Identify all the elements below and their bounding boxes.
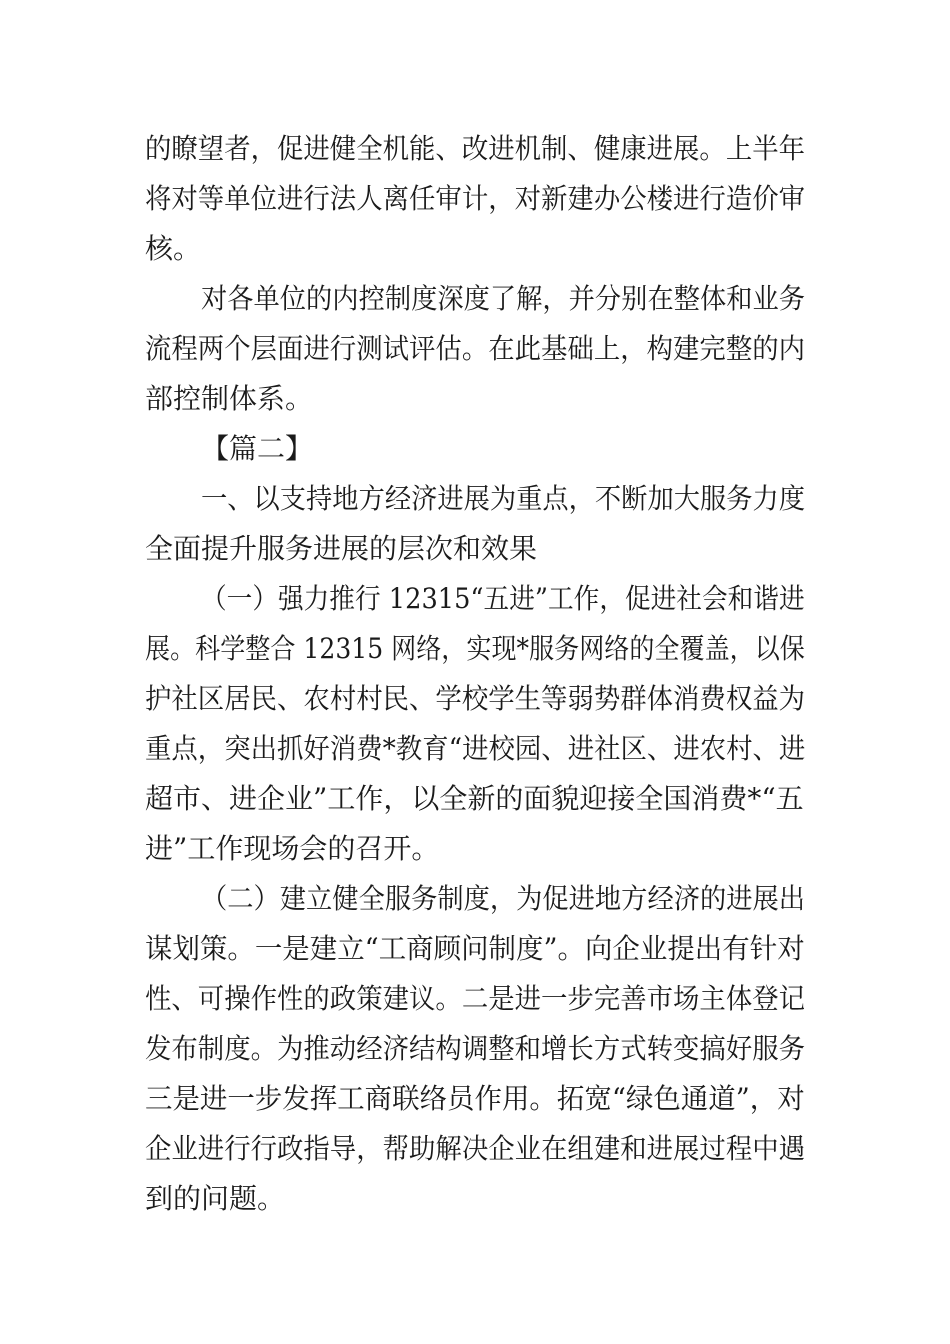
text-line: （二）建立健全服务制度，为促进地方经济的进展出 xyxy=(201,882,806,915)
text-line: 护社区居民、农村村民、学校学生等弱势群体消费权益为 xyxy=(145,682,806,715)
text-line: 超市、进企业”工作，以全新的面貌迎接全国消费*“五 xyxy=(145,782,804,815)
text-line: （一）强力推行 12315“五进”工作，促进社会和谐进 xyxy=(201,582,805,615)
text-line: 流程两个层面进行测试评估。在此基础上，构建完整的内 xyxy=(145,332,806,365)
text-line: 展。科学整合 12315 网络，实现*服务网络的全覆盖，以保 xyxy=(145,632,805,665)
section-heading: 【篇二】 xyxy=(201,432,314,465)
text-line: 全面提升服务进展的层次和效果 xyxy=(145,532,538,565)
text-line: 对各单位的内控制度深度了解，并分别在整体和业务 xyxy=(201,282,806,315)
text-line: 重点，突出抓好消费*教育“进校园、进社区、进农村、进 xyxy=(145,732,806,765)
text-line: 的瞭望者，促进健全机能、改进机制、健康进展。上半年 xyxy=(145,132,806,165)
text-line: 部控制体系。 xyxy=(145,382,314,415)
text-line: 三是进一步发挥工商联络员作用。拓宽“绿色通道”，对 xyxy=(145,1082,805,1115)
text-line: 发布制度。为推动经济结构调整和增长方式转变搞好服务 xyxy=(145,1032,806,1065)
text-line: 谋划策。一是建立“工商顾问制度”。向企业提出有针对 xyxy=(145,932,805,965)
text-line: 性、可操作性的政策建议。二是进一步完善市场主体登记 xyxy=(145,982,806,1015)
text-line: 企业进行行政指导，帮助解决企业在组建和进展过程中遇 xyxy=(145,1132,806,1165)
text-line: 核。 xyxy=(145,232,202,265)
text-line: 到的问题。 xyxy=(145,1182,286,1215)
text-line: 一、以支持地方经济进展为重点，不断加大服务力度 xyxy=(201,482,806,515)
text-line: 将对等单位进行法人离任审计，对新建办公楼进行造价审 xyxy=(145,182,806,215)
text-line: 进”工作现场会的召开。 xyxy=(145,832,440,865)
